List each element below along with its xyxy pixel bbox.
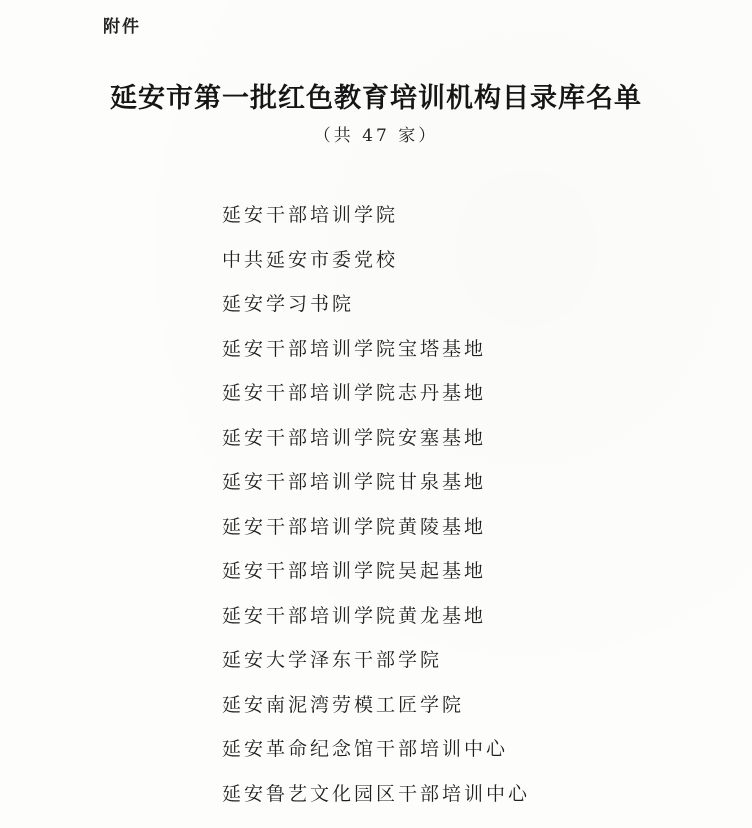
document-subtitle: （共 47 家） [313, 126, 439, 146]
list-item: 延安干部培训学院 [222, 204, 399, 226]
list-item: 延安干部培训学院安塞基地 [222, 426, 487, 449]
attachment-label: 附件 [103, 17, 141, 37]
list-item: 延安鲁艺文化园区干部培训中心 [222, 782, 531, 805]
list-item: 延安干部培训学院甘泉基地 [222, 471, 487, 493]
list-item: 中共延安市委党校 [222, 248, 399, 271]
list-item: 延安干部培训学院黄陵基地 [222, 515, 487, 538]
document-title: 延安市第一批红色教育培训机构目录库名单 [110, 83, 642, 114]
list-item: 延安大学泽东干部学院 [222, 649, 443, 671]
institution-list [222, 203, 530, 826]
list-item: 延安干部培训学院黄龙基地 [222, 604, 487, 627]
list-item: 延安南泥湾劳模工匠学院 [222, 693, 465, 716]
list-item: 延安学习书院 [222, 293, 355, 315]
list-item: 延安革命纪念馆干部培训中心 [222, 738, 509, 760]
list-item: 延安干部培训学院吴起基地 [222, 560, 487, 582]
list-item: 延安干部培训学院志丹基地 [222, 382, 487, 404]
list-item: 延安干部培训学院宝塔基地 [222, 337, 487, 360]
